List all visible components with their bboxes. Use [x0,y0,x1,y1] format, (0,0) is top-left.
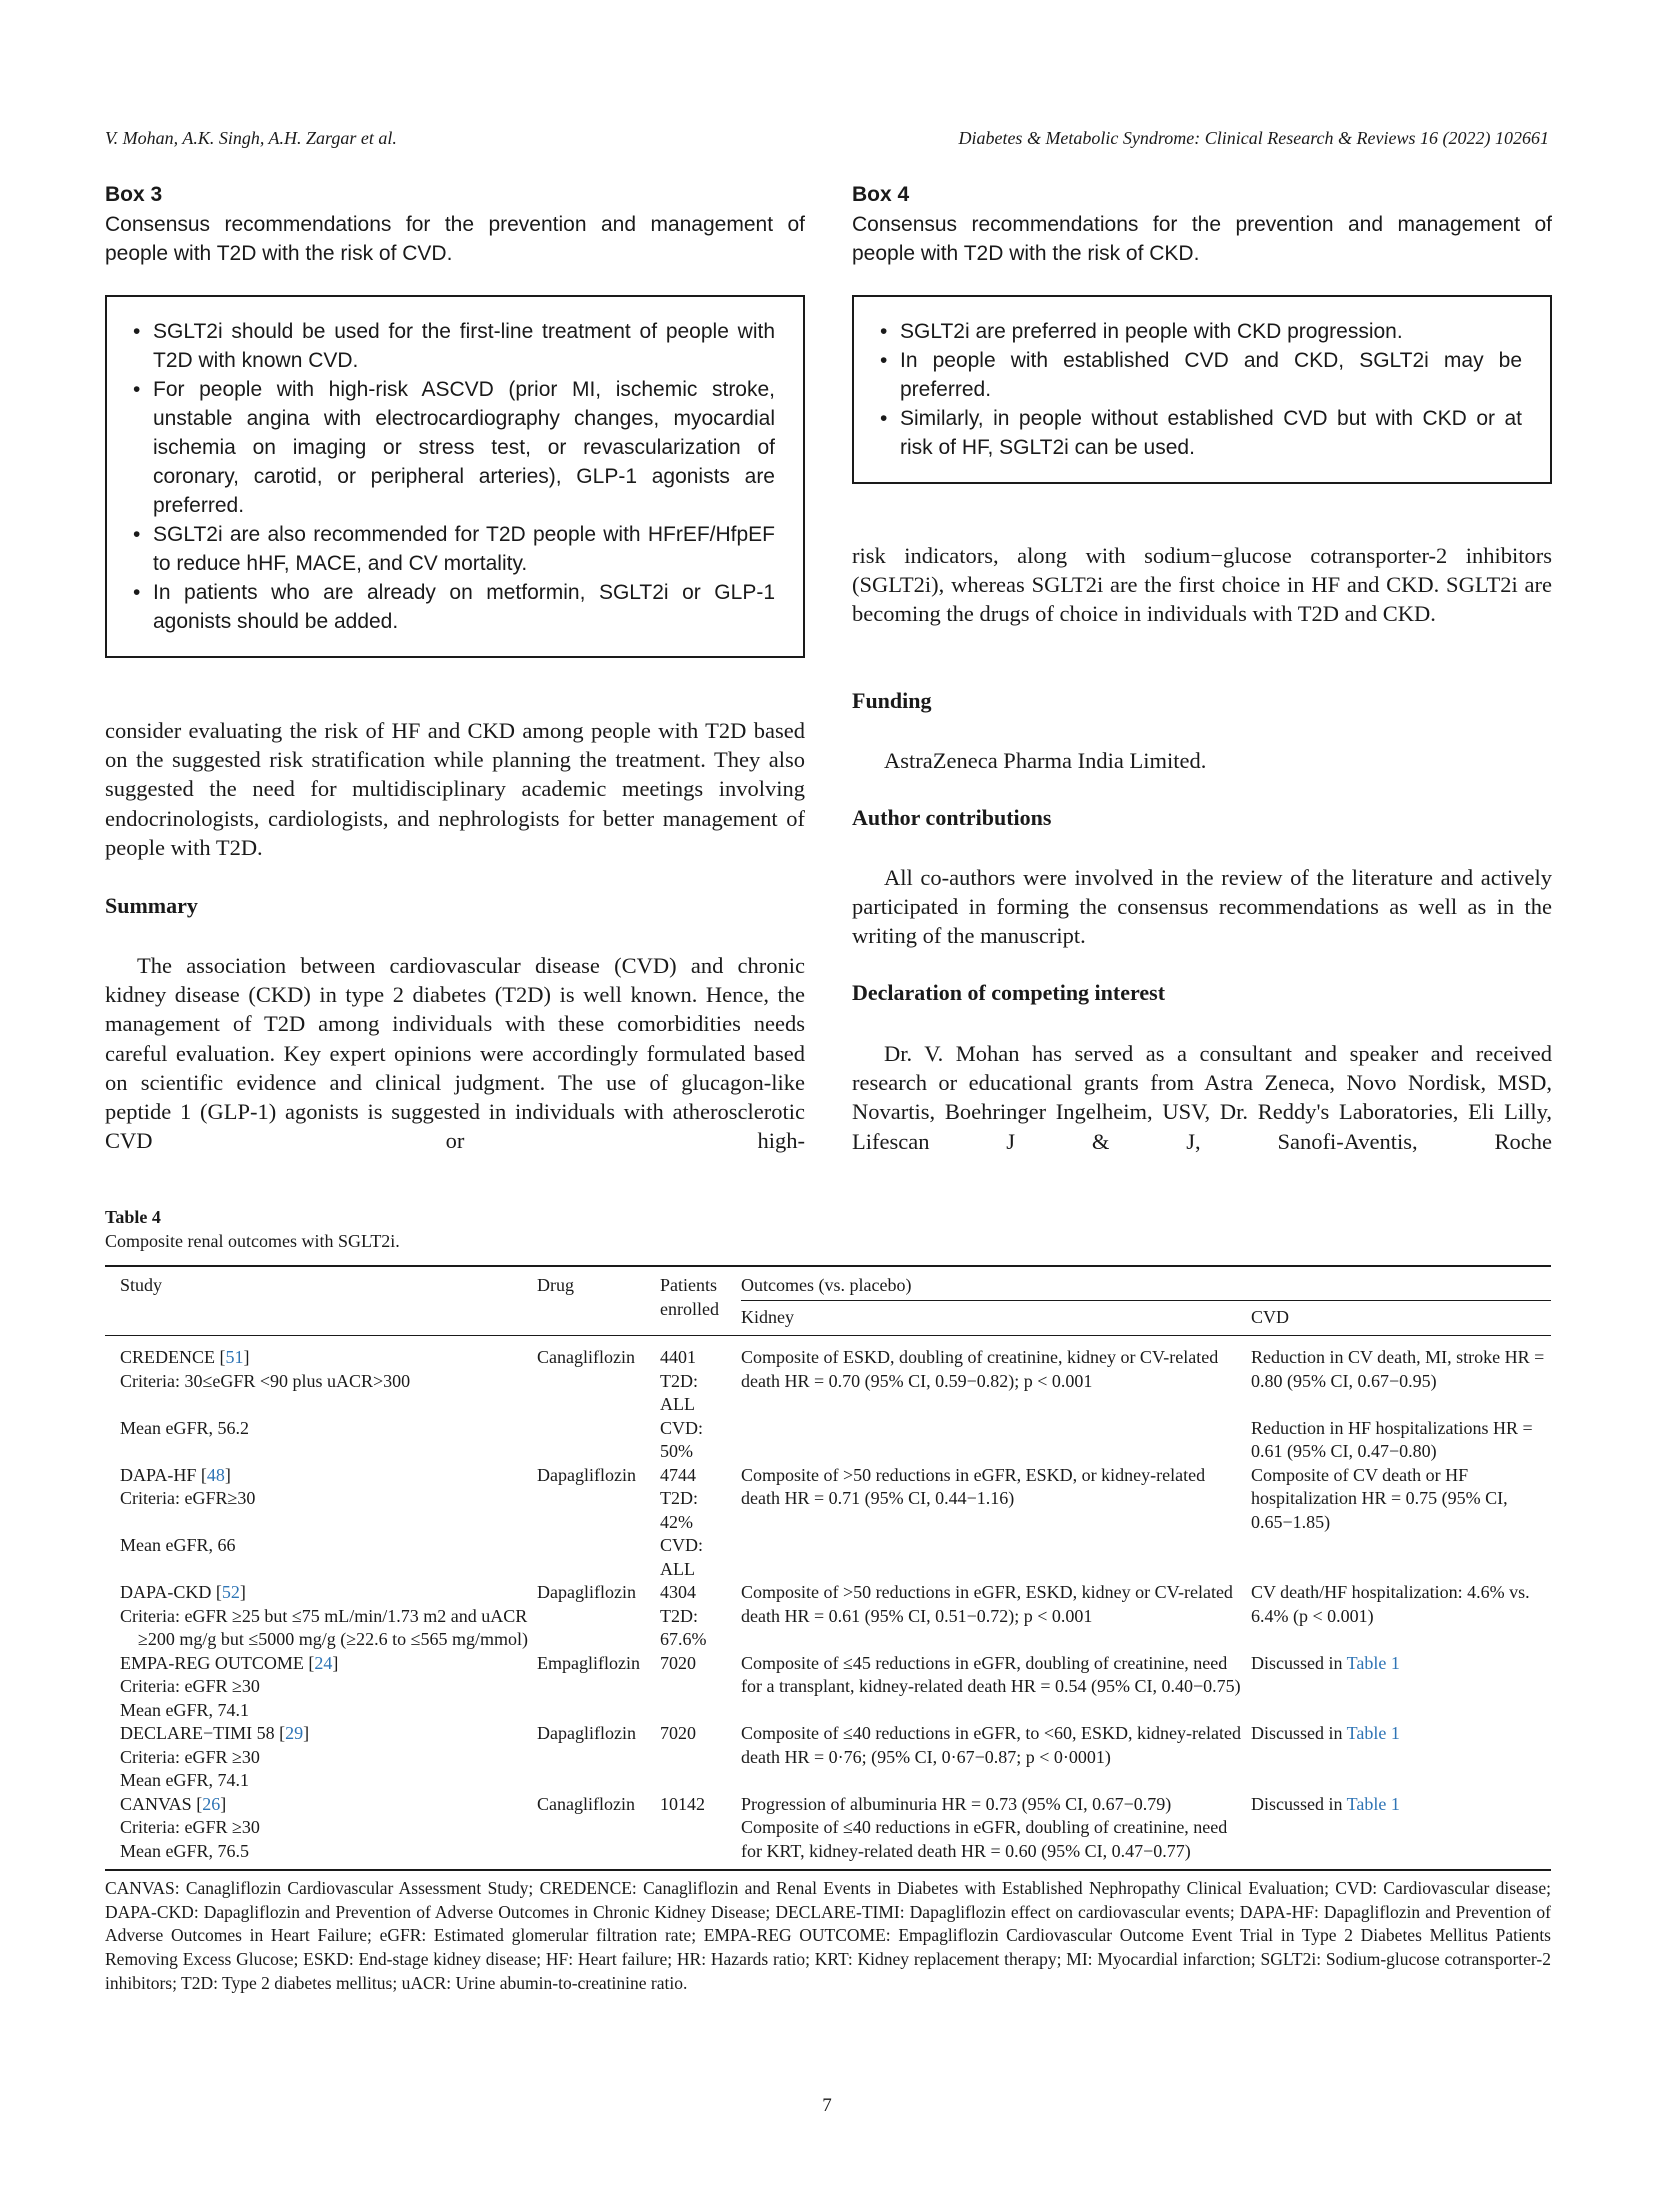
box4-caption: Consensus recommendations for the prevention and management of people with T2D with the risk of CKD. [852,213,1552,265]
bullet-icon: • [133,320,141,343]
table4 [105,1205,1551,1996]
citation-link[interactable]: 26 [202,1793,221,1814]
cell-patients: CVD: ALL [660,1535,704,1579]
bullet-icon: • [880,349,888,372]
cell-drug [537,1534,660,1581]
table4-title: Table 4 [105,1207,161,1227]
cell-drug [537,1417,660,1464]
bullet-icon: • [133,523,141,546]
cell-cvd: Reduction in HF hospitalizations HR = 0.61 (95% CI, 0.47−0.80) [1251,1417,1533,1461]
citation-link[interactable]: 51 [225,1347,244,1367]
cell-drug: Canagliflozin [537,1347,635,1367]
cell-cvd [1251,1534,1551,1581]
table-reference-link[interactable]: Table 1 [1346,1793,1400,1814]
cell-study: CREDENCE [51] Criteria: 30≤eGFR <90 plus uACR>300 [120,1347,411,1391]
cell-kidney: Composite of >50 reductions in eGFR, ESKD, kidney or CV-related death HR = 0.61 (95% CI, 0.51−0.72); p < 0.001 [741,1582,1233,1626]
funding-text: AstraZeneca Pharma India Limited. [884,748,1207,773]
cell-kidney: Composite of ≤45 reductions in eGFR, doubling of creatinine, need for a transplant, kidney-related death HR = 0.54 (95% CI, 0.40−0.75) [741,1652,1241,1696]
page-number: 7 [822,2095,832,2116]
cell-study: EMPA-REG OUTCOME [24] Criteria: eGFR ≥30 Mean eGFR, 74.1 [120,1652,339,1720]
box3-item: • SGLT2i are also recommended for T2D people with HFrEF/HfpEF to reduce hHF, MACE, and CV mortality. [153,520,775,578]
cell-study: Mean eGFR, 66 [120,1535,236,1555]
box4-list [880,317,1522,462]
table-reference-link[interactable]: Table 1 [1346,1723,1400,1743]
table-row [105,1581,1551,1652]
col-header-drug: Drug [537,1275,574,1295]
running-header-authors: V. Mohan, A.K. Singh, A.H. Zargar et al. [105,128,397,148]
bullet-icon: • [133,378,141,401]
table-reference-link[interactable]: Table 1 [1346,1652,1400,1673]
table4-footnote: CANVAS: Canagliflozin Cardiovascular Assessment Study; CREDENCE: Canagliflozin and Renal Events in Diabetes with Established Nephropathy Clinical Evaluation; CVD: Cardiovascular disease; DAPA-CKD: Dapagliflozin and Prevention of Adverse Outcomes in Chronic Kidney Disease; DECLARE-TIMI: Dapagliflozin effect on cardiovascular events; DAPA-HF: Dapagliflozin and Prevention of Adverse Outcomes in Heart Failure; eGFR: Estimated glomerular filtration rate; EMPA-REG OUTCOME: Empagliflozin Cardiovascular Outcome Event Trial in Type 2 Diabetes Mellitus Patients Removing Excess Glucose; ESKD: End-stage kidney disease; HF: Heart failure; HR: Hazards ratio; KRT: Kidney replacement therapy; MI: Myocardial infarction; SGLT2i: Sodium-glucose cotransporter-2 inhibitors; T2D: Type 2 diabetes mellitus; uACR: Urine abumin-to-creatinine ratio. [105,1878,1551,1993]
box3-item: • SGLT2i should be used for the first-line treatment of people with T2D with known CVD. [153,317,775,375]
box4-frame [852,295,1552,484]
cell-drug: Dapagliflozin [537,1582,636,1602]
author-contributions-text: All co-authors were involved in the review of the literature and actively participated in forming the consensus recommendations as well as in the writing of the manuscript. [852,865,1552,949]
cell-kidney: Progression of albuminuria HR = 0.73 (95% CI, 0.67−0.79) Composite of ≤40 reductions in eGFR, doubling of creatinine, need for KRT, kidney-related death HR = 0.60 (95% CI, 0.47−0.77) [741,1793,1228,1861]
cell-kidney: Composite of ESKD, doubling of creatinine, kidney or CV-related death HR = 0.70 (95% CI, 0.59−0.82); p < 0.001 [741,1347,1219,1391]
cell-patients: 7020 [660,1723,696,1743]
box3-item: • In patients who are already on metformin, SGLT2i or GLP-1 agonists should be added. [153,578,775,636]
cell-drug: Empagliflozin [537,1652,640,1673]
citation-link[interactable]: 52 [221,1582,240,1602]
box4-label: Box 4 [852,183,910,206]
cell-patients: 4304 T2D: 67.6% [660,1582,707,1649]
competing-interest-text: Dr. V. Mohan has served as a consultant and speaker and received research or educational grants from Astra Zeneca, Novo Nordisk, MSD, Novartis, Boehringer Ingelheim, USV, Dr. Reddy's Laboratories, Eli Lilly, Lifescan J & J, Sanofi-Aventis, Roche [852,1041,1552,1154]
cell-cvd: Discussed in Table 1 [1251,1723,1400,1743]
cell-study: CANVAS [26] Criteria: eGFR ≥30 Mean eGFR, 76.5 [120,1793,260,1861]
running-header-journal: Diabetes & Metabolic Syndrome: Clinical Research & Reviews 16 (2022) 102661 [958,128,1549,148]
summary-heading: Summary [105,893,198,918]
box3-frame [105,295,805,658]
table-row [105,1793,1551,1871]
cell-kidney: Composite of >50 reductions in eGFR, ESKD, or kidney-related death HR = 0.71 (95% CI, 0.44−1.16) [741,1464,1206,1508]
bullet-icon: • [880,407,888,430]
box4-item: • Similarly, in people without established CVD but with CKD or at risk of HF, SGLT2i can be used. [900,404,1522,462]
box4-item: • SGLT2i are preferred in people with CKD progression. [900,317,1522,346]
right-paragraph: risk indicators, along with sodium−glucose cotransporter-2 inhibitors (SGLT2i), whereas SGLT2i are the first choice in HF and CKD. SGLT2i are becoming the drugs of choice in individuals with T2D and CKD. [852,543,1552,627]
table-row [105,1652,1551,1723]
left-paragraph: consider evaluating the risk of HF and CKD among people with T2D based on the suggested risk stratification while planning the treatment. They also suggested the need for multidisciplinary academic meetings involving endocrinologists, cardiologists, and nephrologists for better management of people with T2D. [105,718,805,860]
cell-cvd: Discussed in Table 1 [1251,1652,1400,1673]
table4-grid [105,1265,1551,1871]
box3-list [133,317,775,636]
cell-cvd: Discussed in Table 1 [1251,1793,1400,1814]
table4-caption: Composite renal outcomes with SGLT2i. [105,1231,400,1251]
cell-cvd: Composite of CV death or HF hospitalization HR = 0.75 (95% CI, 0.65−1.85) [1251,1464,1508,1532]
cell-study: Mean eGFR, 56.2 [120,1417,249,1438]
col-header-cvd: CVD [1251,1306,1290,1327]
cell-cvd: Reduction in CV death, MI, stroke HR = 0.80 (95% CI, 0.67−0.95) [1251,1347,1545,1391]
cell-drug: Dapagliflozin [537,1464,636,1485]
funding-heading: Funding [852,688,932,713]
box3-item: • For people with high-risk ASCVD (prior MI, ischemic stroke, unstable angina with electrocardiography changes, myocardial ischemia on imaging or stress test, or revascularization of coronary, carotid, or peripheral arteries), GLP-1 agonists are preferred. [153,375,775,520]
cell-drug: Dapagliflozin [537,1723,636,1743]
table-row [105,1722,1551,1793]
summary-text: The association between cardiovascular disease (CVD) and chronic kidney disease (CKD) in type 2 diabetes (T2D) is well known. Hence, the management of T2D among individuals with these comorbidities needs careful evaluation. Key expert opinions were accordingly formulated based on scientific evidence and clinical judgment. The use of glucagon-like peptide 1 (GLP-1) agonists is suggested in individuals with atherosclerotic CVD or high- [105,953,805,1154]
author-contributions-heading: Author contributions [852,805,1052,830]
citation-link[interactable]: 24 [314,1652,333,1673]
table-header-row [105,1266,1551,1303]
table-row [105,1534,1551,1581]
cell-patients: CVD: 50% [660,1417,704,1461]
box4-item: • In people with established CVD and CKD, SGLT2i may be preferred. [900,346,1522,404]
cell-kidney: Composite of ≤40 reductions in eGFR, to <60, ESKD, kidney-related death HR = 0·76; (95% CI, 0·67−0.87; p < 0·0001) [741,1723,1241,1767]
box3-label: Box 3 [105,183,163,206]
bullet-icon: • [133,581,141,604]
table-row [105,1464,1551,1535]
citation-link[interactable]: 48 [206,1464,225,1485]
cell-study: DAPA-HF [48] Criteria: eGFR≥30 [120,1464,256,1508]
cell-study: DAPA-CKD [52] Criteria: eGFR ≥25 but ≤75 mL/min/1.73 m2 and uACR ≥200 mg/g but ≤5000 mg/g (≥22.6 to ≤565 mg/mmol) [120,1582,529,1649]
col-header-study: Study [120,1275,163,1295]
cell-patients: 4744 T2D: 42% [660,1464,698,1532]
col-header-patients: Patients enrolled [660,1275,719,1319]
table-row [105,1417,1551,1464]
cell-drug: Canagliflozin [537,1793,635,1814]
col-header-outcomes: Outcomes (vs. placebo) [741,1266,1551,1303]
cell-kidney [741,1417,1251,1464]
box3-caption: Consensus recommendations for the prevention and management of people with T2D with the risk of CVD. [105,213,805,265]
cell-cvd: CV death/HF hospitalization: 4.6% vs. 6.4% (p < 0.001) [1251,1582,1530,1626]
cell-kidney [741,1534,1251,1581]
col-header-kidney: Kidney [741,1306,794,1327]
cell-study: DECLARE−TIMI 58 [29] Criteria: eGFR ≥30 Mean eGFR, 74.1 [120,1723,310,1790]
citation-link[interactable]: 29 [285,1723,304,1743]
competing-interest-heading: Declaration of competing interest [852,980,1166,1005]
cell-patients: 4401 T2D: ALL [660,1347,698,1414]
table-row [105,1336,1551,1417]
bullet-icon: • [880,320,888,343]
cell-patients: 10142 [660,1793,705,1814]
cell-patients: 7020 [660,1652,696,1673]
